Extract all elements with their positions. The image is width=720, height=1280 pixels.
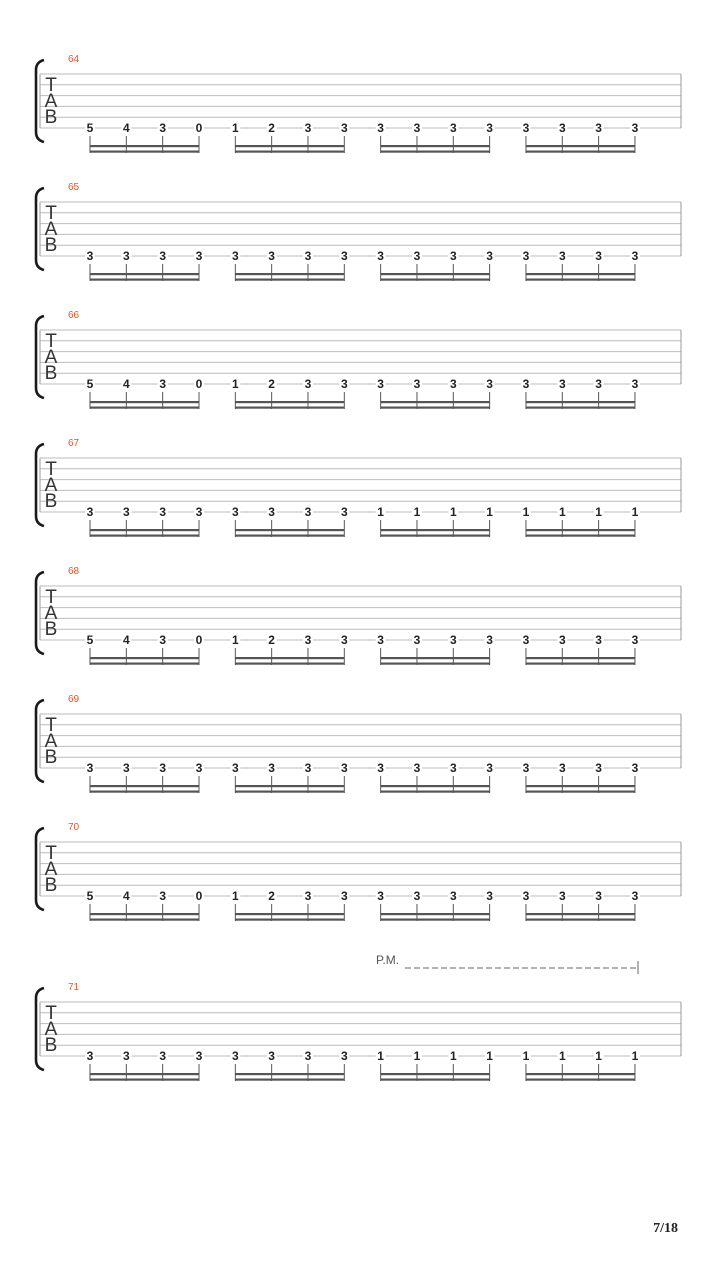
fret-number: 5 (86, 633, 94, 647)
fret-number: 3 (304, 249, 312, 263)
beam-secondary (526, 791, 635, 793)
beam-secondary (381, 791, 490, 793)
tab-clef-letter: B (44, 363, 58, 384)
beam-primary (526, 913, 635, 915)
measure-number: 71 (68, 982, 80, 993)
fret-number: 3 (340, 633, 348, 647)
measure-number: 64 (68, 54, 80, 65)
fret-number: 5 (86, 121, 94, 135)
fret-number: 1 (558, 1049, 566, 1063)
beam-primary (235, 273, 344, 275)
fret-number: 1 (595, 1049, 602, 1063)
beam-secondary (381, 407, 490, 409)
fret-number: 3 (304, 505, 312, 519)
fret-number: 3 (122, 761, 130, 775)
tab-clef-letter: A (44, 603, 58, 624)
beam-secondary (90, 919, 199, 921)
beam-primary (90, 785, 199, 787)
fret-number: 3 (413, 249, 421, 263)
fret-number: 3 (159, 761, 167, 775)
tab-clef-letter: T (45, 715, 57, 736)
tab-clef-letter: T (45, 203, 57, 224)
fret-number: 1 (486, 505, 493, 519)
fret-number: 3 (122, 1049, 130, 1063)
fret-number: 3 (122, 249, 130, 263)
fret-number: 3 (340, 889, 348, 903)
beam-primary (526, 401, 635, 403)
beam-secondary (526, 407, 635, 409)
fret-number: 3 (231, 1049, 239, 1063)
fret-number: 1 (231, 633, 239, 647)
fret-number: 3 (413, 889, 421, 903)
fret-number: 3 (522, 249, 530, 263)
fret-number: 3 (631, 633, 639, 647)
tab-clef-letter: B (44, 235, 58, 256)
beam-primary (90, 145, 199, 147)
fret-number: 3 (558, 121, 566, 135)
beam-secondary (90, 279, 199, 281)
tab-clef-letter: T (45, 331, 57, 352)
tab-clef-letter: B (44, 619, 58, 640)
beam-primary (526, 273, 635, 275)
tab-clef-letter: A (44, 731, 58, 752)
beam-secondary (381, 535, 490, 537)
beam-secondary (526, 151, 635, 153)
fret-number: 3 (558, 761, 566, 775)
fret-number: 3 (195, 1049, 203, 1063)
fret-number: 3 (159, 633, 167, 647)
fret-number: 3 (522, 121, 530, 135)
measure-number: 66 (68, 310, 80, 321)
tab-clef-letter: B (44, 1035, 58, 1056)
beam-primary (235, 1073, 344, 1075)
fret-number: 3 (631, 889, 639, 903)
fret-number: 3 (340, 377, 348, 391)
tab-system (36, 438, 681, 537)
fret-number: 3 (449, 633, 457, 647)
fret-number: 3 (268, 761, 275, 775)
fret-number: 3 (340, 249, 348, 263)
fret-number: 1 (631, 505, 639, 519)
beam-primary (381, 145, 490, 147)
tab-system (36, 182, 681, 281)
fret-number: 3 (558, 889, 566, 903)
tab-clef-letter: A (44, 219, 58, 240)
beam-secondary (235, 1079, 344, 1081)
fret-number: 2 (268, 889, 275, 903)
fret-number: 3 (631, 121, 639, 135)
fret-number: 4 (122, 377, 130, 391)
beam-primary (381, 529, 490, 531)
fret-number: 3 (486, 377, 493, 391)
fret-number: 1 (595, 505, 602, 519)
fret-number: 1 (231, 377, 239, 391)
fret-number: 3 (86, 761, 94, 775)
fret-number: 3 (377, 249, 384, 263)
beam-secondary (526, 279, 635, 281)
fret-number: 0 (195, 121, 203, 135)
palm-mute-label: P.M. (376, 953, 400, 967)
fret-number: 3 (558, 249, 566, 263)
beam-secondary (235, 791, 344, 793)
beam-primary (235, 529, 344, 531)
page-number: 7/18 (653, 1221, 678, 1236)
fret-number: 3 (340, 1049, 348, 1063)
tab-system (36, 566, 681, 665)
beam-primary (526, 1073, 635, 1075)
fret-number: 0 (195, 889, 203, 903)
beam-secondary (381, 1079, 490, 1081)
fret-number: 3 (449, 121, 457, 135)
beam-primary (235, 401, 344, 403)
fret-number: 3 (304, 889, 312, 903)
fret-number: 3 (268, 249, 275, 263)
fret-number: 4 (122, 633, 130, 647)
tab-system (36, 822, 681, 921)
fret-number: 3 (595, 761, 602, 775)
beam-secondary (526, 663, 635, 665)
tab-clef-letter: A (44, 91, 58, 112)
beam-secondary (381, 663, 490, 665)
fret-number: 4 (122, 889, 130, 903)
fret-number: 2 (268, 633, 275, 647)
fret-number: 3 (631, 377, 639, 391)
beam-secondary (526, 919, 635, 921)
beam-primary (381, 1073, 490, 1075)
fret-number: 3 (159, 889, 167, 903)
beam-primary (90, 657, 199, 659)
fret-number: 3 (449, 249, 457, 263)
fret-number: 3 (231, 249, 239, 263)
beam-secondary (235, 279, 344, 281)
tab-clef-letter: T (45, 75, 57, 96)
fret-number: 3 (595, 889, 602, 903)
fret-number: 3 (595, 121, 602, 135)
fret-number: 3 (486, 761, 493, 775)
beam-primary (90, 913, 199, 915)
beam-secondary (90, 151, 199, 153)
tab-clef-letter: B (44, 491, 58, 512)
fret-number: 3 (268, 1049, 275, 1063)
fret-number: 1 (449, 505, 457, 519)
fret-number: 3 (377, 377, 384, 391)
fret-number: 3 (231, 505, 239, 519)
tab-clef-letter: T (45, 587, 57, 608)
beam-primary (235, 785, 344, 787)
fret-number: 1 (231, 121, 239, 135)
fret-number: 0 (195, 377, 203, 391)
fret-number: 3 (304, 121, 312, 135)
fret-number: 3 (413, 633, 421, 647)
beam-primary (381, 657, 490, 659)
fret-number: 2 (268, 377, 275, 391)
fret-number: 3 (486, 249, 493, 263)
measure-number: 68 (68, 566, 80, 577)
measure-number: 69 (68, 694, 80, 705)
measure-number: 67 (68, 438, 80, 449)
fret-number: 3 (631, 761, 639, 775)
beam-primary (235, 657, 344, 659)
beam-secondary (235, 535, 344, 537)
fret-number: 1 (558, 505, 566, 519)
fret-number: 3 (631, 249, 639, 263)
beam-primary (90, 273, 199, 275)
fret-number: 3 (340, 121, 348, 135)
fret-number: 3 (377, 761, 384, 775)
beam-primary (381, 785, 490, 787)
beam-secondary (235, 151, 344, 153)
beam-primary (526, 657, 635, 659)
fret-number: 3 (558, 633, 566, 647)
beam-primary (381, 913, 490, 915)
fret-number: 3 (595, 249, 602, 263)
beam-secondary (526, 535, 635, 537)
fret-number: 3 (159, 121, 167, 135)
fret-number: 3 (86, 505, 94, 519)
fret-number: 2 (268, 121, 275, 135)
fret-number: 3 (522, 633, 530, 647)
beam-secondary (381, 151, 490, 153)
tab-clef-letter: A (44, 1019, 58, 1040)
beam-secondary (90, 791, 199, 793)
beam-primary (90, 401, 199, 403)
fret-number: 3 (486, 889, 493, 903)
fret-number: 3 (558, 377, 566, 391)
tab-clef-letter: A (44, 859, 58, 880)
beam-secondary (235, 407, 344, 409)
tab-system (36, 953, 681, 1081)
fret-number: 3 (304, 1049, 312, 1063)
measure-number: 70 (68, 822, 80, 833)
beam-secondary (235, 919, 344, 921)
beam-secondary (235, 663, 344, 665)
fret-number: 3 (377, 633, 384, 647)
fret-number: 3 (413, 761, 421, 775)
beam-primary (235, 913, 344, 915)
fret-number: 1 (486, 1049, 493, 1063)
tab-clef-letter: A (44, 475, 58, 496)
beam-secondary (526, 1079, 635, 1081)
fret-number: 3 (86, 1049, 94, 1063)
fret-number: 3 (159, 505, 167, 519)
fret-number: 1 (377, 1049, 384, 1063)
fret-number: 3 (159, 1049, 167, 1063)
fret-number: 3 (522, 761, 530, 775)
fret-number: 3 (195, 505, 203, 519)
fret-number: 3 (340, 761, 348, 775)
fret-number: 3 (304, 761, 312, 775)
beam-secondary (90, 663, 199, 665)
beam-primary (381, 273, 490, 275)
fret-number: 1 (377, 505, 384, 519)
fret-number: 3 (595, 633, 602, 647)
fret-number: 3 (231, 761, 239, 775)
fret-number: 1 (413, 1049, 421, 1063)
fret-number: 3 (340, 505, 348, 519)
tab-system (36, 54, 681, 153)
fret-number: 3 (304, 633, 312, 647)
beam-primary (526, 145, 635, 147)
fret-number: 3 (486, 633, 493, 647)
fret-number: 3 (449, 377, 457, 391)
tab-clef-letter: T (45, 459, 57, 480)
fret-number: 4 (122, 121, 130, 135)
fret-number: 3 (449, 889, 457, 903)
tab-clef-letter: B (44, 747, 58, 768)
measure-number: 65 (68, 182, 80, 193)
beam-primary (90, 1073, 199, 1075)
fret-number: 3 (486, 121, 493, 135)
fret-number: 3 (195, 761, 203, 775)
tab-clef-letter: T (45, 1003, 57, 1024)
beam-secondary (90, 535, 199, 537)
tab-clef-letter: B (44, 107, 58, 128)
fret-number: 5 (86, 889, 94, 903)
tab-clef-letter: A (44, 347, 58, 368)
fret-number: 3 (304, 377, 312, 391)
fret-number: 3 (86, 249, 94, 263)
fret-number: 3 (377, 121, 384, 135)
tab-system (36, 310, 681, 409)
fret-number: 3 (595, 377, 602, 391)
beam-primary (381, 401, 490, 403)
beam-secondary (90, 407, 199, 409)
beam-secondary (90, 1079, 199, 1081)
fret-number: 3 (195, 249, 203, 263)
fret-number: 1 (631, 1049, 639, 1063)
fret-number: 1 (522, 1049, 530, 1063)
fret-number: 3 (122, 505, 130, 519)
fret-number: 5 (86, 377, 94, 391)
beam-primary (526, 785, 635, 787)
tab-clef-letter: T (45, 843, 57, 864)
beam-primary (235, 145, 344, 147)
fret-number: 3 (377, 889, 384, 903)
beam-primary (526, 529, 635, 531)
fret-number: 3 (268, 505, 275, 519)
beam-secondary (381, 919, 490, 921)
fret-number: 1 (449, 1049, 457, 1063)
beam-secondary (381, 279, 490, 281)
fret-number: 3 (413, 377, 421, 391)
fret-number: 1 (522, 505, 530, 519)
fret-number: 3 (413, 121, 421, 135)
fret-number: 3 (522, 377, 530, 391)
fret-number: 0 (195, 633, 203, 647)
tab-clef-letter: B (44, 875, 58, 896)
fret-number: 3 (159, 377, 167, 391)
fret-number: 3 (159, 249, 167, 263)
fret-number: 1 (231, 889, 239, 903)
beam-primary (90, 529, 199, 531)
tab-system (36, 694, 681, 793)
fret-number: 3 (522, 889, 530, 903)
fret-number: 1 (413, 505, 421, 519)
fret-number: 3 (449, 761, 457, 775)
